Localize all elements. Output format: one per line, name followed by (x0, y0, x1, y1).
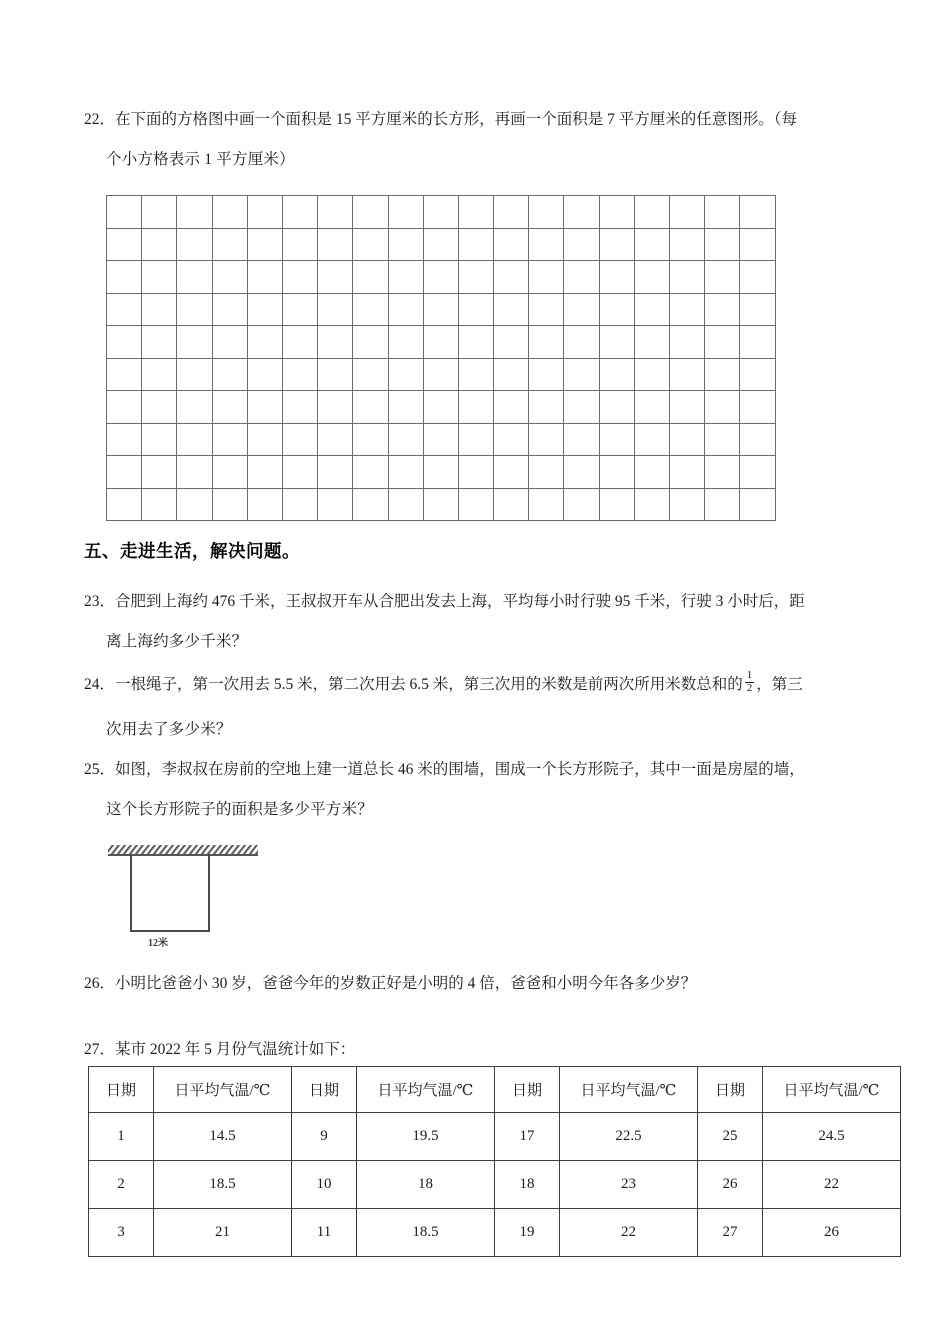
grid-cell[interactable] (670, 456, 705, 489)
question-24-text-a: 24．一根绳子，第一次用去 5.5 米，第二次用去 6.5 米，第三次用的米数是前两次所用米数总和的 (84, 676, 743, 693)
grid-row (107, 456, 776, 489)
grid-cell[interactable] (247, 358, 282, 391)
grid-cell[interactable] (670, 326, 705, 359)
header-date: 日期 (89, 1067, 154, 1113)
grid-row (107, 423, 776, 456)
grid-cell[interactable] (142, 196, 177, 229)
grid-cell[interactable] (494, 261, 529, 294)
header-date: 日期 (698, 1067, 763, 1113)
grid-row (107, 228, 776, 261)
grid-cell[interactable] (599, 293, 634, 326)
grid-cell[interactable] (705, 423, 740, 456)
question-25-line-2: 这个长方形院子的面积是多少平方米？ (106, 801, 373, 818)
grid-cell[interactable] (564, 326, 599, 359)
grid-row (107, 391, 776, 424)
cell-date: 3 (89, 1209, 154, 1257)
grid-cell[interactable] (494, 358, 529, 391)
grid-cell[interactable] (740, 391, 775, 424)
grid-cell[interactable] (423, 358, 458, 391)
grid-row (107, 293, 776, 326)
grid-cell[interactable] (458, 358, 493, 391)
section-heading-five: 五、走进生活，解决问题。 (84, 541, 300, 561)
grid-cell[interactable] (247, 326, 282, 359)
grid-cell[interactable] (705, 196, 740, 229)
grid-cell[interactable] (353, 488, 388, 521)
grid-cell[interactable] (564, 228, 599, 261)
grid-cell[interactable] (494, 391, 529, 424)
grid-cell[interactable] (177, 326, 212, 359)
grid-cell[interactable] (634, 456, 669, 489)
grid-cell[interactable] (599, 261, 634, 294)
cell-date: 25 (698, 1113, 763, 1161)
cell-date: 11 (292, 1209, 357, 1257)
cell-date: 27 (698, 1209, 763, 1257)
grid-cell[interactable] (282, 196, 317, 229)
grid-cell[interactable] (107, 423, 142, 456)
question-24-line-1 (84, 665, 803, 705)
grid-cell[interactable] (318, 261, 353, 294)
cell-avg-temp: 18.5 (357, 1209, 495, 1257)
grid-cell[interactable] (458, 196, 493, 229)
grid-cell[interactable] (564, 391, 599, 424)
grid-cell[interactable] (634, 196, 669, 229)
grid-cell[interactable] (423, 456, 458, 489)
header-avg-temp: 日平均气温/℃ (560, 1067, 698, 1113)
table-header-row (89, 1067, 901, 1113)
grid-cell[interactable] (529, 196, 564, 229)
table-row (89, 1113, 901, 1161)
grid-cell[interactable] (670, 293, 705, 326)
graph-paper-table (106, 195, 776, 521)
grid-cell[interactable] (212, 358, 247, 391)
header-avg-temp: 日平均气温/℃ (357, 1067, 495, 1113)
grid-cell[interactable] (107, 228, 142, 261)
cell-avg-temp: 14.5 (154, 1113, 292, 1161)
fraction-numerator: 1 (746, 669, 753, 682)
grid-cell[interactable] (107, 293, 142, 326)
grid-cell[interactable] (107, 358, 142, 391)
grid-cell[interactable] (529, 423, 564, 456)
grid-cell[interactable] (318, 326, 353, 359)
grid-cell[interactable] (494, 423, 529, 456)
grid-cell[interactable] (107, 261, 142, 294)
grid-row (107, 358, 776, 391)
grid-cell[interactable] (529, 261, 564, 294)
grid-cell[interactable] (705, 261, 740, 294)
grid-cell[interactable] (564, 261, 599, 294)
grid-cell[interactable] (177, 423, 212, 456)
grid-cell[interactable] (388, 423, 423, 456)
grid-cell[interactable] (107, 456, 142, 489)
grid-cell[interactable] (247, 423, 282, 456)
table-row (89, 1209, 901, 1257)
grid-cell[interactable] (740, 456, 775, 489)
grid-cell[interactable] (740, 261, 775, 294)
grid-cell[interactable] (670, 196, 705, 229)
grid-cell[interactable] (142, 391, 177, 424)
grid-cell[interactable] (142, 228, 177, 261)
grid-cell[interactable] (458, 488, 493, 521)
grid-cell[interactable] (494, 293, 529, 326)
grid-cell[interactable] (388, 456, 423, 489)
grid-cell[interactable] (388, 228, 423, 261)
grid-cell[interactable] (177, 293, 212, 326)
grid-cell[interactable] (670, 391, 705, 424)
grid-cell[interactable] (564, 488, 599, 521)
grid-cell[interactable] (353, 261, 388, 294)
grid-cell[interactable] (705, 391, 740, 424)
grid-cell[interactable] (177, 456, 212, 489)
grid-cell[interactable] (529, 326, 564, 359)
grid-cell[interactable] (705, 488, 740, 521)
cell-avg-temp: 22.5 (560, 1113, 698, 1161)
grid-cell[interactable] (670, 423, 705, 456)
grid-cell[interactable] (599, 196, 634, 229)
grid-cell[interactable] (740, 228, 775, 261)
grid-cell[interactable] (740, 326, 775, 359)
grid-cell[interactable] (318, 293, 353, 326)
grid-cell[interactable] (564, 358, 599, 391)
grid-cell[interactable] (634, 228, 669, 261)
grid-cell[interactable] (388, 488, 423, 521)
grid-cell[interactable] (740, 488, 775, 521)
question-23-line-2: 离上海约多少千米？ (106, 633, 248, 650)
grid-cell[interactable] (740, 293, 775, 326)
question-22-line-2: 个小方格表示 1 平方厘米） (106, 151, 295, 168)
grid-cell[interactable] (599, 456, 634, 489)
question-22-line-1: 22．在下面的方格图中画一个面积是 15 平方厘米的长方形，再画一个面积是 7 平方厘米的任意图形。（每 (84, 111, 798, 128)
grid-cell[interactable] (353, 358, 388, 391)
grid-cell[interactable] (388, 326, 423, 359)
grid-cell[interactable] (670, 261, 705, 294)
grid-cell[interactable] (212, 228, 247, 261)
grid-cell[interactable] (177, 358, 212, 391)
cell-avg-temp: 22 (763, 1161, 901, 1209)
grid-cell[interactable] (705, 358, 740, 391)
grid-cell[interactable] (177, 228, 212, 261)
grid-row (107, 196, 776, 229)
grid-cell[interactable] (212, 261, 247, 294)
grid-cell[interactable] (494, 456, 529, 489)
question-26-line-1: 26．小明比爸爸小 30 岁，爸爸今年的岁数正好是小明的 4 倍，爸爸和小明今年各多少岁？ (84, 975, 697, 992)
grid-cell[interactable] (529, 456, 564, 489)
cell-avg-temp: 21 (154, 1209, 292, 1257)
header-avg-temp: 日平均气温/℃ (763, 1067, 901, 1113)
grid-cell[interactable] (107, 326, 142, 359)
grid-cell[interactable] (599, 391, 634, 424)
grid-cell[interactable] (599, 326, 634, 359)
grid-cell[interactable] (423, 488, 458, 521)
grid-cell[interactable] (670, 488, 705, 521)
grid-cell[interactable] (107, 196, 142, 229)
grid-cell[interactable] (634, 423, 669, 456)
cell-date: 1 (89, 1113, 154, 1161)
grid-cell[interactable] (458, 326, 493, 359)
grid-cell[interactable] (529, 293, 564, 326)
grid-cell[interactable] (634, 326, 669, 359)
yard-width-label: 12米 (148, 938, 168, 949)
grid-cell[interactable] (177, 391, 212, 424)
grid-cell[interactable] (282, 391, 317, 424)
grid-cell[interactable] (388, 196, 423, 229)
grid-cell[interactable] (564, 423, 599, 456)
grid-cell[interactable] (388, 358, 423, 391)
grid-cell[interactable] (458, 456, 493, 489)
grid-cell[interactable] (529, 228, 564, 261)
cell-avg-temp: 18 (357, 1161, 495, 1209)
grid-cell[interactable] (423, 326, 458, 359)
question-23-line-1: 23．合肥到上海约 476 千米，王叔叔开车从合肥出发去上海，平均每小时行驶 95 千米，行驶 3 小时后，距 (84, 593, 805, 610)
grid-cell[interactable] (705, 228, 740, 261)
grid-cell[interactable] (142, 261, 177, 294)
grid-cell[interactable] (212, 423, 247, 456)
grid-cell[interactable] (282, 488, 317, 521)
grid-cell[interactable] (353, 228, 388, 261)
grid-cell[interactable] (353, 423, 388, 456)
question-25-line-1: 25．如图，李叔叔在房前的空地上建一道总长 46 米的围墙，围成一个长方形院子，其中一面是房屋的墙， (84, 761, 805, 778)
fraction-denominator: 2 (746, 681, 753, 694)
grid-cell[interactable] (318, 358, 353, 391)
grid-cell[interactable] (564, 293, 599, 326)
question-24-line-2: 次用去了多少米？ (106, 721, 232, 738)
cell-avg-temp: 23 (560, 1161, 698, 1209)
grid-cell[interactable] (634, 261, 669, 294)
grid-cell[interactable] (634, 293, 669, 326)
question-27-table-wrap (88, 1066, 880, 1257)
header-avg-temp: 日平均气温/℃ (154, 1067, 292, 1113)
grid-cell[interactable] (494, 196, 529, 229)
grid-cell[interactable] (423, 228, 458, 261)
cell-avg-temp: 22 (560, 1209, 698, 1257)
question-25-diagram (108, 840, 278, 950)
grid-cell[interactable] (423, 293, 458, 326)
grid-cell[interactable] (458, 423, 493, 456)
cell-date: 26 (698, 1161, 763, 1209)
rectangular-yard-shape (130, 854, 210, 932)
cell-date: 19 (495, 1209, 560, 1257)
grid-cell[interactable] (388, 391, 423, 424)
temperature-statistics-table (88, 1066, 901, 1257)
grid-cell[interactable] (282, 423, 317, 456)
grid-cell[interactable] (634, 488, 669, 521)
grid-cell[interactable] (142, 423, 177, 456)
grid-cell[interactable] (212, 293, 247, 326)
grid-cell[interactable] (740, 423, 775, 456)
grid-cell[interactable] (458, 391, 493, 424)
grid-row (107, 261, 776, 294)
grid-cell[interactable] (388, 261, 423, 294)
grid-cell[interactable] (212, 456, 247, 489)
grid-cell[interactable] (318, 456, 353, 489)
grid-cell[interactable] (212, 326, 247, 359)
grid-cell[interactable] (599, 358, 634, 391)
grid-cell[interactable] (740, 358, 775, 391)
grid-cell[interactable] (247, 391, 282, 424)
grid-cell[interactable] (599, 488, 634, 521)
grid-cell[interactable] (423, 423, 458, 456)
grid-cell[interactable] (247, 228, 282, 261)
grid-cell[interactable] (142, 358, 177, 391)
grid-cell[interactable] (282, 293, 317, 326)
cell-date: 2 (89, 1161, 154, 1209)
cell-date: 18 (495, 1161, 560, 1209)
grid-cell[interactable] (142, 456, 177, 489)
grid-cell[interactable] (212, 196, 247, 229)
grid-cell[interactable] (458, 228, 493, 261)
grid-cell[interactable] (670, 358, 705, 391)
grid-cell[interactable] (564, 456, 599, 489)
cell-avg-temp: 26 (763, 1209, 901, 1257)
grid-cell[interactable] (318, 196, 353, 229)
grid-cell[interactable] (388, 293, 423, 326)
grid-cell[interactable] (247, 196, 282, 229)
cell-avg-temp: 24.5 (763, 1113, 901, 1161)
header-date: 日期 (495, 1067, 560, 1113)
grid-cell[interactable] (494, 488, 529, 521)
grid-cell[interactable] (177, 488, 212, 521)
grid-cell[interactable] (318, 488, 353, 521)
cell-avg-temp: 18.5 (154, 1161, 292, 1209)
question-22-grid (106, 195, 776, 521)
table-row (89, 1161, 901, 1209)
grid-cell[interactable] (529, 488, 564, 521)
grid-cell[interactable] (318, 423, 353, 456)
cell-avg-temp: 19.5 (357, 1113, 495, 1161)
grid-cell[interactable] (634, 391, 669, 424)
grid-cell[interactable] (247, 261, 282, 294)
grid-cell[interactable] (142, 326, 177, 359)
grid-row (107, 488, 776, 521)
grid-cell[interactable] (634, 358, 669, 391)
grid-cell[interactable] (212, 391, 247, 424)
grid-cell[interactable] (177, 196, 212, 229)
grid-cell[interactable] (142, 488, 177, 521)
grid-cell[interactable] (247, 456, 282, 489)
grid-cell[interactable] (353, 326, 388, 359)
grid-cell[interactable] (353, 391, 388, 424)
grid-cell[interactable] (494, 228, 529, 261)
grid-cell[interactable] (529, 358, 564, 391)
grid-cell[interactable] (599, 228, 634, 261)
grid-cell[interactable] (670, 228, 705, 261)
cell-date: 17 (495, 1113, 560, 1161)
grid-cell[interactable] (282, 326, 317, 359)
grid-cell[interactable] (458, 293, 493, 326)
grid-cell[interactable] (423, 261, 458, 294)
grid-cell[interactable] (282, 456, 317, 489)
header-date: 日期 (292, 1067, 357, 1113)
question-24-text-b: ，第三 (756, 676, 803, 693)
grid-row (107, 326, 776, 359)
grid-cell[interactable] (705, 456, 740, 489)
cell-date: 9 (292, 1113, 357, 1161)
grid-cell[interactable] (494, 326, 529, 359)
grid-cell[interactable] (705, 326, 740, 359)
grid-cell[interactable] (107, 391, 142, 424)
grid-cell[interactable] (212, 488, 247, 521)
grid-cell[interactable] (599, 423, 634, 456)
grid-cell[interactable] (423, 391, 458, 424)
grid-cell[interactable] (282, 228, 317, 261)
grid-cell[interactable] (107, 488, 142, 521)
grid-cell[interactable] (177, 261, 212, 294)
grid-cell[interactable] (353, 196, 388, 229)
grid-cell[interactable] (458, 261, 493, 294)
fraction-one-half (745, 670, 755, 694)
grid-cell[interactable] (247, 293, 282, 326)
grid-cell[interactable] (705, 293, 740, 326)
grid-cell[interactable] (740, 196, 775, 229)
grid-cell[interactable] (353, 456, 388, 489)
grid-cell[interactable] (423, 196, 458, 229)
grid-cell[interactable] (318, 391, 353, 424)
grid-cell[interactable] (318, 228, 353, 261)
grid-cell[interactable] (282, 261, 317, 294)
grid-cell[interactable] (353, 293, 388, 326)
grid-cell[interactable] (282, 358, 317, 391)
grid-cell[interactable] (564, 196, 599, 229)
grid-cell[interactable] (247, 488, 282, 521)
grid-cell[interactable] (529, 391, 564, 424)
question-27-line-1: 27．某市 2022 年 5 月份气温统计如下： (84, 1041, 356, 1058)
cell-date: 10 (292, 1161, 357, 1209)
grid-cell[interactable] (142, 293, 177, 326)
